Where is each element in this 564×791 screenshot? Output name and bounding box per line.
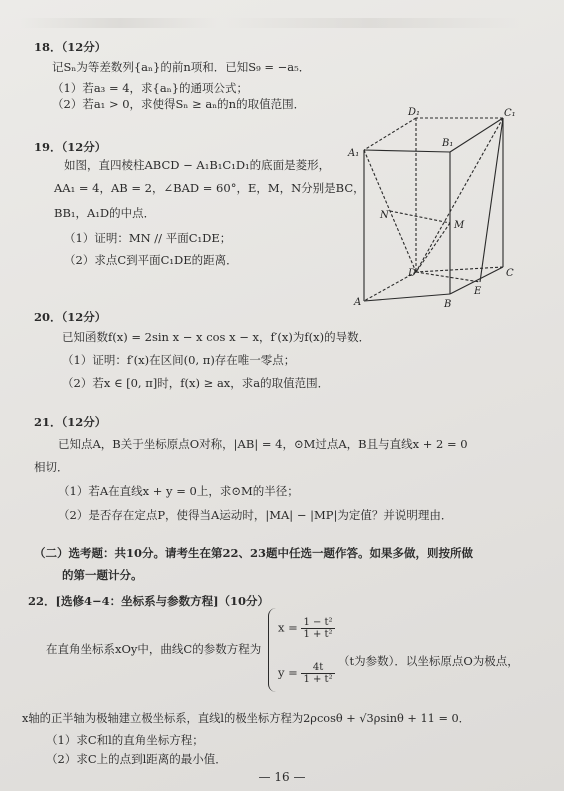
q22-x-denominator: 1 + t² (303, 629, 333, 640)
q20-part1: （1）证明：f′(x)在区间(0, π)存在唯一零点； (62, 353, 296, 367)
q19-part1: （1）证明：MN // 平面C₁DE； (64, 231, 232, 245)
q21-part2: （2）是否存在定点P，使得当A运动时，|MA| − |MP|为定值？并说明理由． (58, 508, 453, 522)
bleed-through-mark (20, 18, 520, 28)
q22-x-equation (278, 617, 335, 640)
q22-part1: （1）求C和l的直角坐标方程； (46, 733, 204, 747)
page-number: — 16 — (258, 770, 306, 784)
optional-section-line1: （二）选考题：共10分。请考生在第22、23题中任选一题作答。如果多做，则按所做 (34, 546, 474, 560)
q19-line2: AA₁ = 4，AB = 2，∠BAD = 60°，E，M，N分别是BC， (54, 181, 365, 195)
label-M: M (454, 220, 465, 231)
q22-x-fraction (301, 617, 334, 640)
q21-line2: 相切． (34, 460, 69, 474)
q22-y-denominator: 1 + t² (303, 674, 333, 685)
q22-heading: 22．[选修4−4：坐标系与参数方程]（10分） (28, 594, 270, 608)
label-A: A (354, 297, 362, 308)
q20-part2: （2）若x ∈ [0, π]时，f(x) ≥ ax，求a的取值范围． (62, 376, 330, 390)
label-B: B (444, 299, 452, 310)
q18-part1: （1）若a₃ = 4，求{aₙ}的通项公式； (52, 81, 249, 95)
q21-heading: 21．（12分） (34, 415, 107, 429)
q19-line1: 如图，直四棱柱ABCD − A₁B₁C₁D₁的底面是菱形， (64, 158, 331, 172)
q22-y-equation (278, 662, 335, 685)
q19-line3: BB₁，A₁D的中点． (54, 206, 156, 220)
q22-line2: x轴的正半轴为极轴建立极坐标系，直线l的极坐标方程为2ρcosθ + √3ρsinθ + 11 = 0． (22, 712, 470, 725)
q22-y-numerator: 4t (301, 662, 334, 674)
q22-y-lhs: y = (278, 665, 298, 680)
q21-part1: （1）若A在直线x + y = 0上，求⊙M的半径； (58, 484, 299, 498)
label-C1: C₁ (504, 108, 516, 119)
equation-brace (268, 608, 277, 692)
q20-stem: 已知函数f(x) = 2sin x − x cos x − x，f′(x)为f(x)的导数． (62, 330, 371, 344)
label-B1: B₁ (442, 138, 454, 149)
label-D1: D₁ (408, 107, 421, 118)
q22-y-fraction (301, 662, 334, 685)
prism-figure (346, 104, 542, 316)
q22-x-lhs: x = (278, 620, 298, 635)
label-C: C (506, 268, 514, 279)
q22-after-equations: （t为参数）．以坐标原点O为极点， (338, 654, 519, 668)
label-E: E (474, 286, 482, 297)
q20-heading: 20．（12分） (34, 310, 107, 324)
q18-heading: 18．（12分） (34, 40, 107, 54)
q19-heading: 19．（12分） (34, 140, 107, 154)
q22-intro: 在直角坐标系xOy中，曲线C的参数方程为 (46, 642, 262, 656)
q22-part2: （2）求C上的点到l距离的最小值． (46, 752, 227, 766)
q19-part2: （2）求点C到平面C₁DE的距离． (64, 253, 238, 267)
label-D: D (408, 268, 417, 279)
optional-section-line2: 的第一题计分。 (62, 568, 143, 582)
q18-part2: （2）若a₁ > 0，求使得Sₙ ≥ aₙ的n的取值范围． (52, 97, 306, 111)
label-N: N (380, 210, 389, 221)
q18-stem: 记Sₙ为等差数列{aₙ}的前n项和．已知S₉ = −a₅． (52, 60, 311, 74)
q22-x-numerator: 1 − t² (303, 617, 333, 628)
label-A1: A₁ (348, 148, 360, 159)
q21-line1: 已知点A，B关于坐标原点O对称，|AB| = 4，⊙M过点A，B且与直线x + 2 = 0 (58, 437, 468, 451)
